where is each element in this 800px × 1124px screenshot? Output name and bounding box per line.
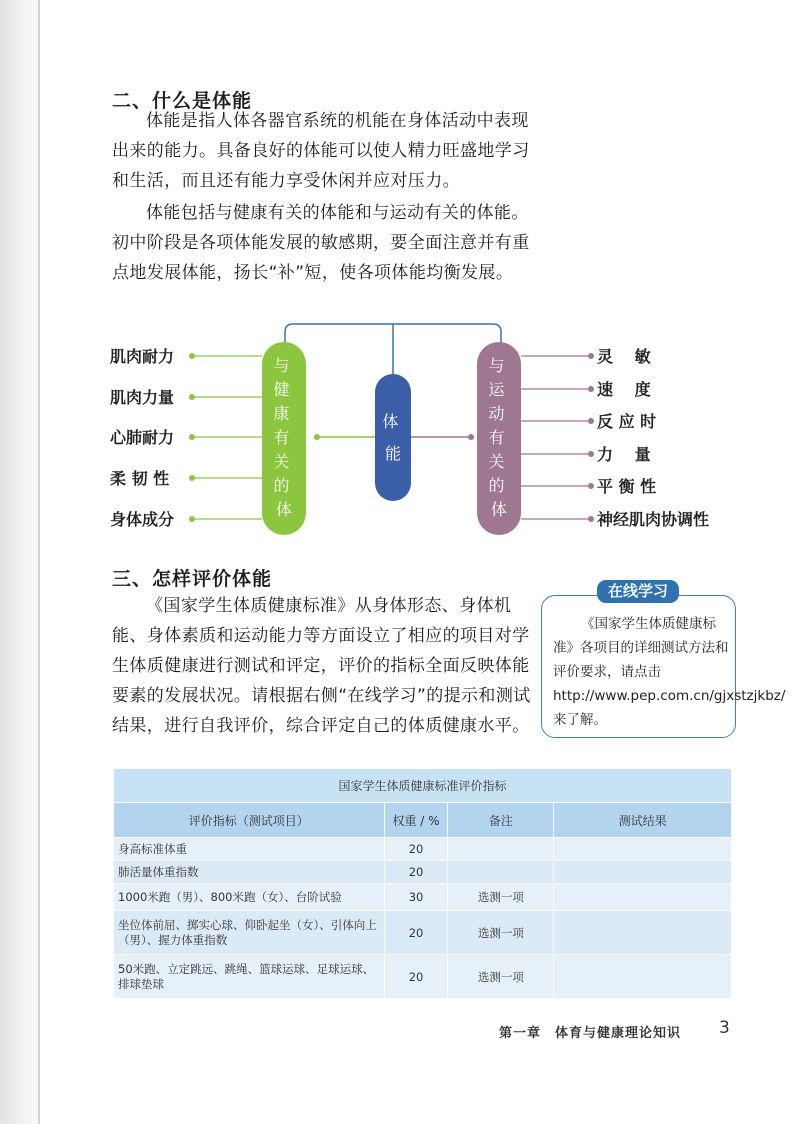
row-note: 选测一项: [448, 955, 554, 999]
section2-paragraph-1: 体能是指人体各器官系统的机能在身体活动中表现出来的能力。具备良好的体能可以使人精力旺盛地学习和生活，而且还有能力享受休闲并应对压力。: [112, 111, 530, 191]
header-result: 测试结果: [554, 803, 732, 838]
row-result: [554, 884, 732, 911]
row-note: [448, 861, 554, 884]
sport-item-balance: 平 衡 性: [597, 477, 657, 496]
online-learning-text: 《国家学生体质健康标准》各项目的详细测试方法和评价要求，请点击 http://www.pep.com.cn/gjxstzjkbz/ 来了解。: [553, 616, 786, 728]
row-indicator: 坐位体前屈、掷实心球、仰卧起坐（女）、引体向上（男）、握力体重指数: [114, 911, 385, 955]
sport-link-dot: [468, 434, 474, 440]
fitness-center-label: 体 能: [382, 412, 402, 463]
row-result: [554, 861, 732, 884]
header-indicator: 评价指标（测试项目）: [114, 803, 385, 838]
health-item-cardio-endurance: 心肺耐力: [110, 428, 175, 447]
header-weight: 权重 / %: [384, 803, 448, 838]
table-header-row: [114, 803, 732, 838]
table-caption: 国家学生体质健康标准评价指标: [114, 769, 732, 803]
health-item-flexibility: 柔 韧 性: [110, 469, 170, 488]
fitness-diagram: [105, 315, 745, 555]
row-weight: 20: [384, 861, 448, 884]
row-weight: 30: [384, 884, 448, 911]
row-result: [554, 955, 732, 999]
online-learning-tag: 在线学习: [597, 580, 679, 603]
health-fitness-pill-label: 与 健 康 有 关 的 体: [273, 356, 293, 519]
header-note: 备注: [448, 803, 554, 838]
health-items: [110, 347, 262, 529]
row-indicator: 肺活量体重指数: [114, 861, 385, 884]
fitness-center-pill: [375, 374, 411, 501]
row-result: [554, 838, 732, 861]
section3-paragraph: 《国家学生体质健康标准》从身体形态、身体机能、身体素质和运动能力等方面设立了相应的项目对学生体质健康进行测试和评定，评价的指标全面反映体能要素的发展状况。请根据右侧“在线学习”的提示和测试结果，进行自我评价，综合评定自己的体质健康水平。: [112, 596, 531, 736]
sport-item-reaction-time: 反 应 时: [597, 412, 657, 431]
footer-chapter-title: 第一章 体育与健康理论知识: [499, 1026, 682, 1041]
table-row: [114, 884, 732, 911]
section3-title: 三、怎样评价体能: [112, 568, 273, 590]
row-weight: 20: [384, 955, 448, 999]
row-indicator: 50米跑、立定跳远、跳绳、篮球运球、足球运球、排球垫球: [114, 955, 385, 999]
section2-paragraph-2: 体能包括与健康有关的体能和与运动有关的体能。初中阶段是各项体能发展的敏感期，要全面注意并有重点地发展体能，扬长“补”短，使各项体能均衡发展。: [112, 203, 530, 283]
row-result: [554, 911, 732, 955]
table-caption-row: [114, 769, 732, 803]
health-item-body-composition: 身体成分: [110, 510, 175, 529]
row-weight: 20: [384, 911, 448, 955]
sport-fitness-pill-label: 与 运 动 有 关 的 体: [488, 356, 508, 519]
table-row: [114, 861, 732, 884]
health-item-muscular-endurance: 肌肉耐力: [110, 347, 175, 366]
table-row: [114, 955, 732, 999]
row-indicator: 身高标准体重: [114, 838, 385, 861]
row-weight: 20: [384, 838, 448, 861]
sport-item-power: 力 量: [597, 445, 651, 464]
page-gutter-shadow: [0, 0, 40, 1124]
sport-items: [521, 347, 709, 529]
evaluation-table: [113, 768, 732, 999]
sport-item-coordination: 神经肌肉协调性: [597, 510, 710, 529]
sport-item-agility: 灵 敏: [597, 347, 651, 366]
page-gutter-edge: [38, 0, 40, 1124]
row-note: [448, 838, 554, 861]
table-row: [114, 838, 732, 861]
table-row: [114, 911, 732, 955]
row-note: 选测一项: [448, 884, 554, 911]
page-number: 3: [719, 1018, 730, 1038]
row-note: 选测一项: [448, 911, 554, 955]
row-indicator: 1000米跑（男）、800米跑（女）、台阶试验: [114, 884, 385, 911]
section2-title: 二、什么是体能: [112, 90, 253, 112]
sport-item-speed: 速 度: [597, 380, 651, 399]
health-link-dot: [314, 434, 320, 440]
health-item-muscular-strength: 肌肉力量: [110, 388, 175, 407]
